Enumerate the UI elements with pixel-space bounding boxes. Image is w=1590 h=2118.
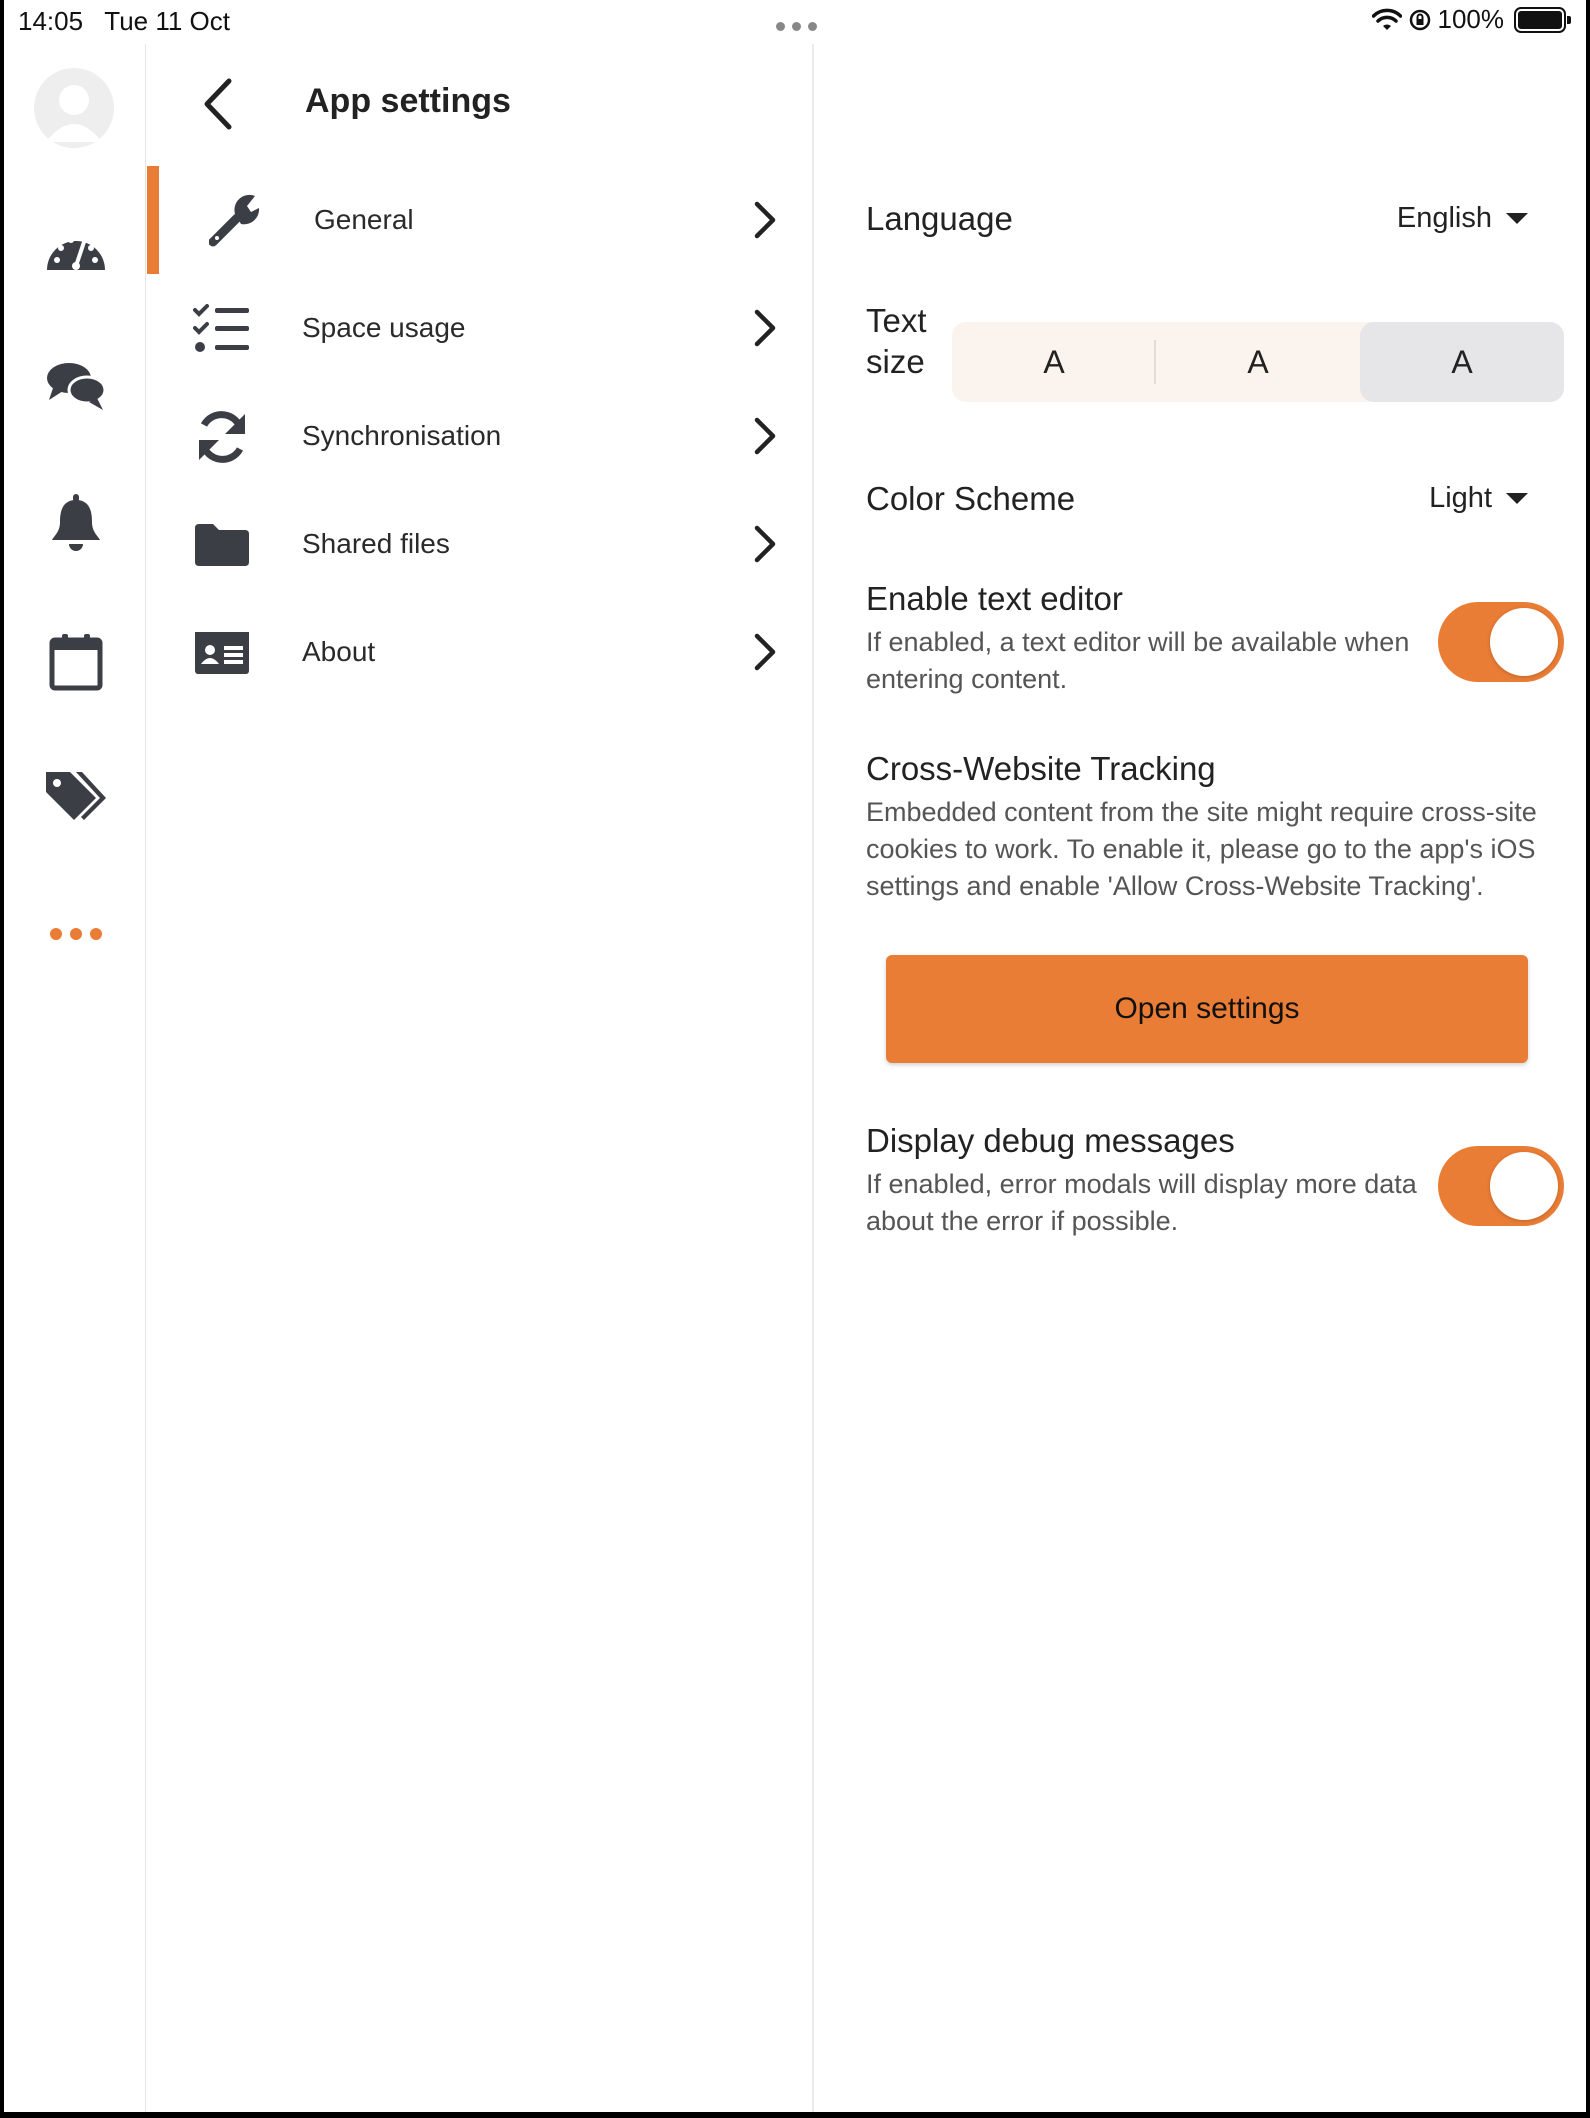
battery-percent: 100% <box>1437 4 1504 34</box>
menu-item-about[interactable] <box>147 598 812 706</box>
chevron-right-icon <box>745 304 785 352</box>
menu-item-synchronisation[interactable] <box>147 382 812 490</box>
toggle-knob <box>1490 1152 1558 1220</box>
open-settings-button[interactable]: Open settings <box>886 955 1528 1063</box>
rail-dashboard[interactable] <box>38 212 114 288</box>
checklist-icon <box>191 298 253 360</box>
chevron-right-icon <box>745 520 785 568</box>
back-button[interactable] <box>193 74 243 134</box>
date-text: Tue 11 Oct <box>104 6 231 36</box>
folder-icon <box>191 514 253 576</box>
id-card-icon <box>191 622 253 684</box>
user-avatar-icon <box>34 68 114 148</box>
menu-item-label: Space usage <box>302 312 466 343</box>
menu-item-shared-files[interactable] <box>147 490 812 598</box>
cross-tracking-description: Embedded content from the site might require cross-site cookies to work. To enable it, please go to the app's iOS settings and enable 'Allow Cross-Website Tracking'. <box>866 797 1537 901</box>
text-size-option-label: A <box>1451 343 1473 380</box>
menu-item-label: General <box>314 204 414 235</box>
debug-label: Display debug messages <box>866 1122 1235 1159</box>
text-editor-toggle[interactable] <box>1438 602 1564 682</box>
menu-item-label: Synchronisation <box>302 420 502 451</box>
wifi-icon <box>1372 8 1402 32</box>
calendar-icon <box>48 632 104 692</box>
language-label: Language <box>866 200 1013 237</box>
toggle-knob <box>1490 608 1558 676</box>
language-value: English <box>1396 202 1492 234</box>
battery-icon <box>1514 7 1566 33</box>
dashboard-icon <box>45 226 107 274</box>
menu-item-label: About <box>302 636 376 667</box>
avatar[interactable] <box>34 68 114 148</box>
caret-down-icon <box>1506 493 1528 504</box>
settings-panel <box>816 44 1586 2112</box>
rail-more[interactable] <box>38 896 114 972</box>
chat-icon <box>45 360 107 412</box>
orientation-lock-icon <box>1408 8 1432 32</box>
text-size-medium[interactable] <box>1156 322 1360 402</box>
multitask-dots-icon[interactable] <box>776 22 817 31</box>
rail-calendar[interactable] <box>38 624 114 700</box>
color-scheme-label: Color Scheme <box>866 480 1076 517</box>
menu-item-general[interactable] <box>147 166 812 274</box>
chevron-left-icon <box>201 77 235 131</box>
active-indicator <box>147 166 159 274</box>
language-select[interactable] <box>1397 202 1528 235</box>
status-indicators <box>1372 4 1567 35</box>
rail-notifications[interactable] <box>38 484 114 560</box>
text-size-small[interactable] <box>952 322 1156 402</box>
status-time <box>18 6 230 37</box>
text-size-option-label: A <box>1043 343 1065 380</box>
text-size-option-label: A <box>1247 343 1269 380</box>
sync-icon <box>191 406 253 468</box>
menu-header <box>147 44 812 164</box>
chevron-right-icon <box>745 196 785 244</box>
more-icon <box>49 927 103 941</box>
debug-toggle[interactable] <box>1438 1146 1564 1226</box>
text-size-label: Text size <box>866 302 927 380</box>
menu-item-space-usage[interactable] <box>147 274 812 382</box>
chevron-right-icon <box>745 628 785 676</box>
time-text: 14:05 <box>18 6 84 36</box>
cross-tracking-label: Cross-Website Tracking <box>866 750 1216 787</box>
navigation-rail <box>4 44 146 2112</box>
page-title: App settings <box>305 82 511 120</box>
chevron-right-icon <box>745 412 785 460</box>
wrench-icon <box>207 190 269 252</box>
menu-item-label: Shared files <box>302 528 450 559</box>
caret-down-icon <box>1506 213 1528 224</box>
color-scheme-select[interactable] <box>1429 482 1528 515</box>
color-scheme-value: Light <box>1429 482 1492 514</box>
rail-tags[interactable] <box>38 758 114 834</box>
rail-chat[interactable] <box>38 348 114 424</box>
bell-icon <box>49 492 103 552</box>
text-size-large[interactable] <box>1360 322 1564 402</box>
status-bar <box>4 0 1586 44</box>
settings-menu <box>147 44 814 2112</box>
tags-icon <box>44 768 108 824</box>
text-size-selector <box>952 322 1564 402</box>
app-window <box>4 0 1586 2112</box>
text-editor-description: If enabled, a text editor will be available when entering content. <box>866 627 1410 694</box>
debug-description: If enabled, error modals will display more data about the error if possible. <box>866 1169 1417 1236</box>
text-editor-label: Enable text editor <box>866 580 1123 617</box>
